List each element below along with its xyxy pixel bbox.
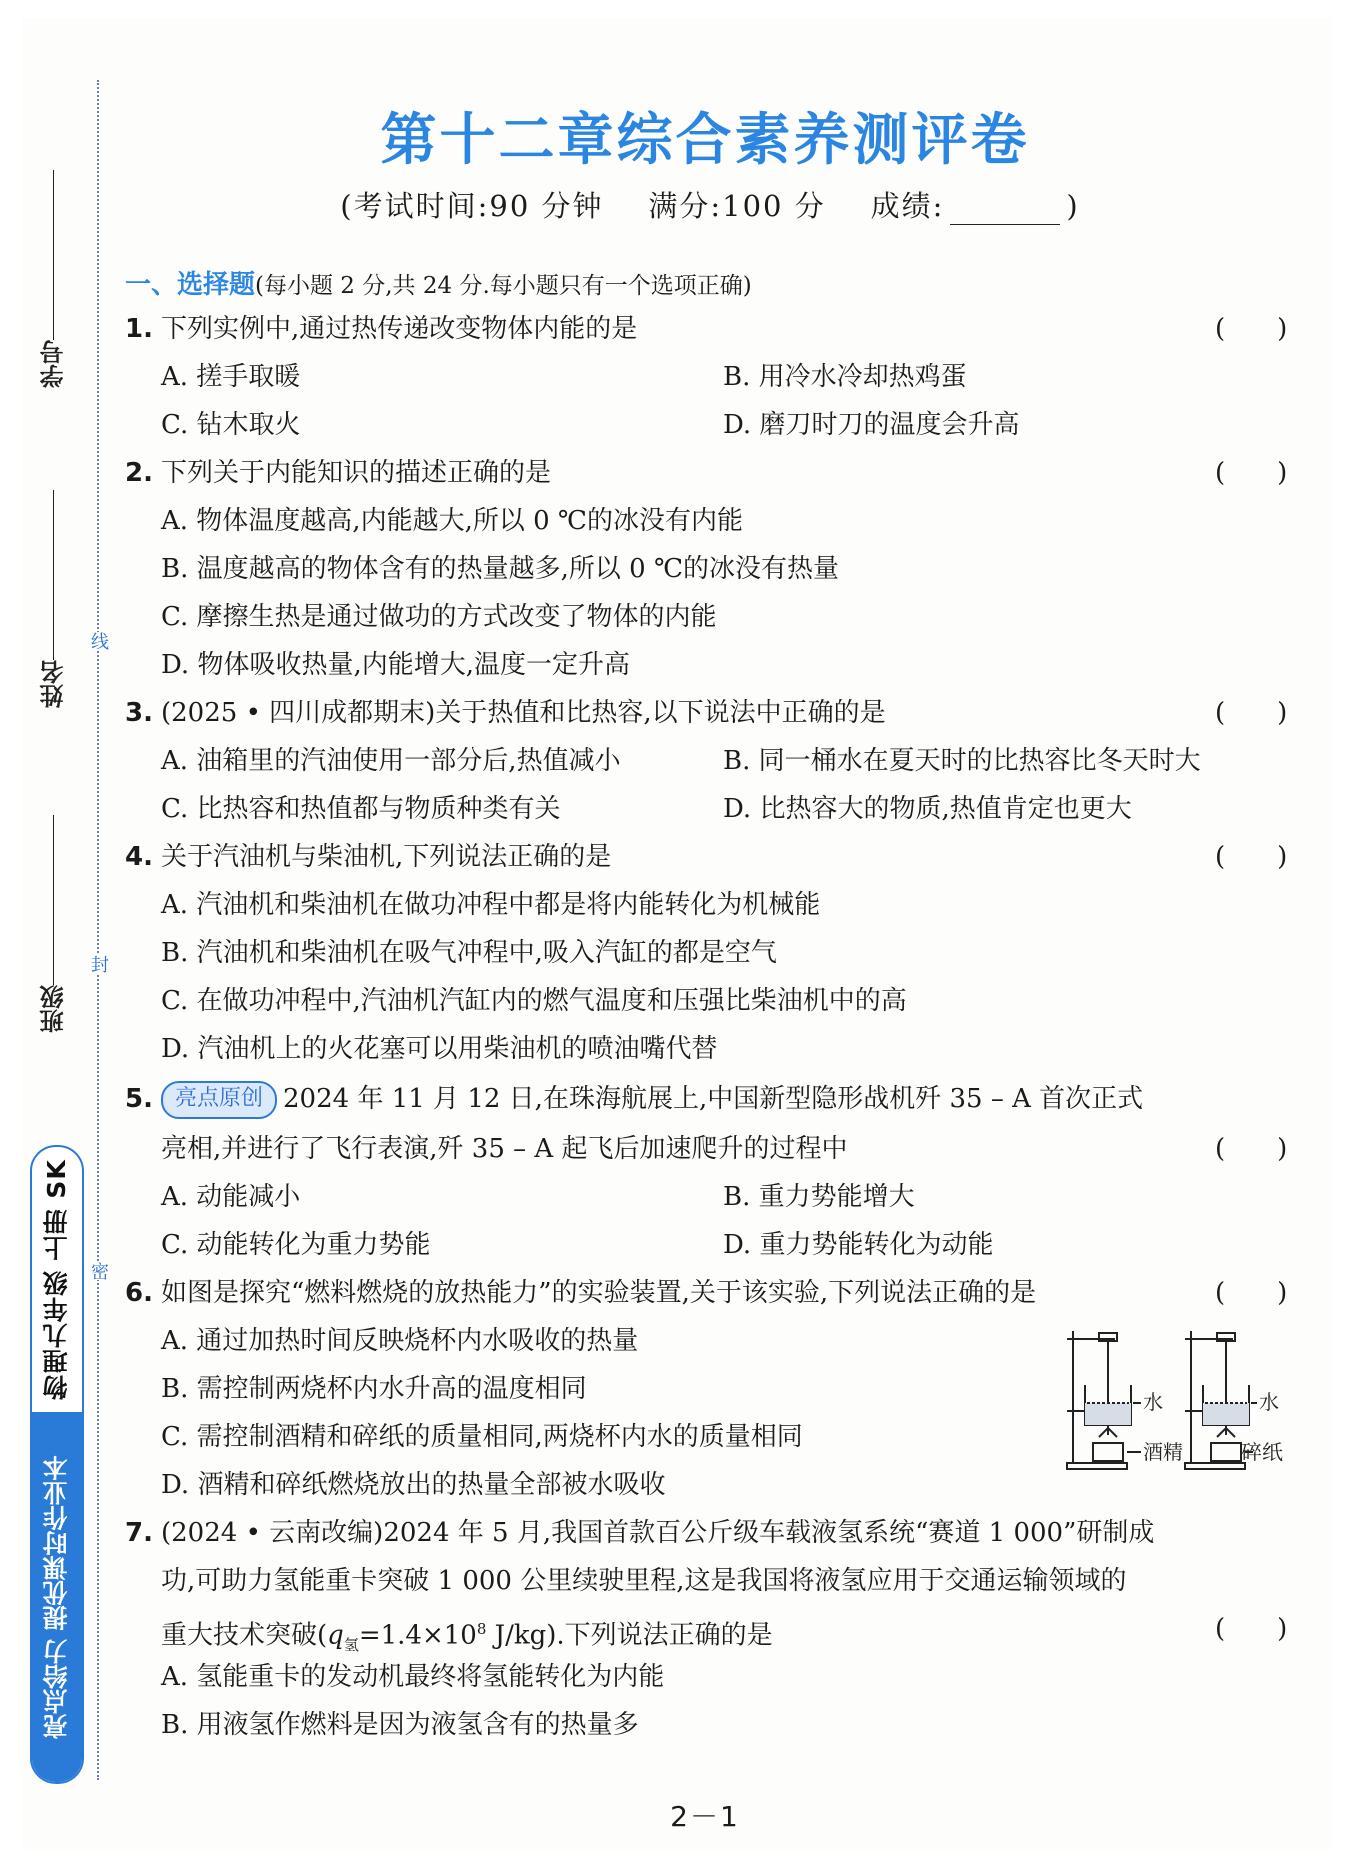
book-spine-label bbox=[30, 1145, 84, 1784]
option-a[interactable]: A. 通过加热时间反映烧杯内水吸收的热量 bbox=[161, 1326, 639, 1356]
exponent: 8 bbox=[476, 1620, 487, 1638]
option-d[interactable]: D. 汽油机上的火花塞可以用柴油机的喷油嘴代替 bbox=[161, 1034, 718, 1064]
option-b[interactable]: B. 温度越高的物体含有的热量越多,所以 0 ℃的冰没有热量 bbox=[161, 554, 840, 584]
option-d[interactable]: D. 比热容大的物质,热值肯定也更大 bbox=[723, 794, 1132, 824]
question-continuation bbox=[125, 1557, 1285, 1605]
answer-blank[interactable]: ( ) bbox=[1215, 1614, 1288, 1644]
option-d[interactable]: D. 物体吸收热量,内能增大,温度一定升高 bbox=[161, 650, 630, 680]
q-symbol: q bbox=[327, 1620, 344, 1651]
name-blank[interactable] bbox=[54, 490, 55, 660]
question-7 bbox=[125, 1509, 1285, 1557]
question-6 bbox=[125, 1269, 1288, 1317]
question-text-line1: (2024 • 云南改编)2024 年 5 月,我国首款百公斤级车载液氢系统“赛道 1 000”研制成 bbox=[161, 1518, 1155, 1548]
label-water-left: 水 bbox=[1143, 1390, 1163, 1414]
question-text bbox=[161, 1073, 1285, 1125]
option-c[interactable]: C. 摩擦生热是通过做功的方式改变了物体的内能 bbox=[161, 602, 717, 632]
question-text-line3 bbox=[161, 1605, 1215, 1653]
class-field[interactable] bbox=[36, 805, 71, 1033]
question-text: 下列实例中,通过热传递改变物体内能的是 bbox=[161, 314, 638, 344]
option-a[interactable]: A. 搓手取暖 bbox=[161, 362, 301, 392]
section-heading bbox=[125, 265, 1285, 305]
question-continuation bbox=[125, 1605, 1288, 1654]
exam-info bbox=[0, 184, 1350, 225]
question-number: 7. bbox=[125, 1518, 153, 1548]
question-text: 下列关于内能知识的描述正确的是 bbox=[161, 458, 552, 488]
question-number: 5. bbox=[125, 1084, 153, 1114]
option-a[interactable]: A. 汽油机和柴油机在做功冲程中都是将内能转化为机械能 bbox=[161, 890, 821, 920]
section-title: 一、选择题 bbox=[125, 270, 256, 300]
options-row bbox=[125, 1221, 1285, 1269]
page-title: 第十二章综合素养测评卷 bbox=[380, 107, 1030, 173]
question-3 bbox=[125, 689, 1288, 737]
question-text: 关于汽油机与柴油机,下列说法正确的是 bbox=[161, 842, 612, 872]
text-mid: =1.4×10 bbox=[358, 1620, 477, 1651]
question-4 bbox=[125, 833, 1288, 881]
section-note: (每小题 2 分,共 24 分.每小题只有一个选项正确) bbox=[255, 273, 752, 299]
option-d[interactable]: D. 磨刀时刀的温度会升高 bbox=[723, 410, 1020, 440]
name-label: 姓名 bbox=[39, 660, 68, 708]
class-blank[interactable] bbox=[54, 815, 55, 985]
question-number: 4. bbox=[125, 842, 153, 872]
options-row bbox=[125, 353, 1285, 401]
option-a[interactable]: A. 氢能重卡的发动机最终将氢能转化为内能 bbox=[161, 1662, 665, 1692]
margin-mark-dense: 密 bbox=[88, 1262, 109, 1280]
option-a[interactable]: A. 油箱里的汽油使用一部分后,热值减小 bbox=[161, 746, 621, 776]
exam-time: (考试时间:90 分钟 bbox=[340, 189, 604, 223]
option-b[interactable]: B. 重力势能增大 bbox=[723, 1182, 915, 1212]
answer-blank[interactable]: ( ) bbox=[1215, 458, 1288, 488]
class-label: 班级 bbox=[39, 985, 68, 1033]
question-text: (2025 • 四川成都期末)关于热值和比热容,以下说法中正确的是 bbox=[161, 698, 886, 728]
option-d[interactable]: D. 重力势能转化为动能 bbox=[723, 1230, 994, 1260]
exam-info-close: ) bbox=[1066, 189, 1080, 223]
options-row bbox=[125, 785, 1285, 833]
spine-brand: 亮点给力 提优课时作业本 bbox=[32, 1412, 82, 1782]
question-number: 3. bbox=[125, 698, 153, 728]
options-row bbox=[125, 737, 1285, 785]
exam-full-score: 满分:100 分 bbox=[648, 189, 826, 223]
label-paper: 碎纸 bbox=[1241, 1440, 1283, 1464]
page-number: 2－1 bbox=[670, 1800, 740, 1833]
question-2 bbox=[125, 449, 1288, 497]
answer-blank[interactable]: ( ) bbox=[1215, 314, 1288, 344]
option-c[interactable]: C. 动能转化为重力势能 bbox=[161, 1230, 431, 1260]
question-number: 2. bbox=[125, 458, 153, 488]
margin-mark-seal: 封 bbox=[88, 955, 109, 973]
original-badge: 亮点原创 bbox=[161, 1081, 277, 1119]
question-6-body bbox=[125, 1317, 1285, 1509]
question-1 bbox=[125, 305, 1288, 353]
spine-subject: 物理九年级 上册 SK bbox=[42, 1159, 71, 1400]
student-id-label: 学号 bbox=[39, 340, 68, 388]
option-a[interactable]: A. 动能减小 bbox=[161, 1182, 301, 1212]
option-b[interactable]: B. 用冷水冷却热鸡蛋 bbox=[723, 362, 967, 392]
text-post: J/kg).下列说法正确的是 bbox=[486, 1620, 773, 1651]
option-b[interactable]: B. 同一桶水在夏天时的比热容比冬天时大 bbox=[723, 746, 1201, 776]
text-pre: 重大技术突破( bbox=[161, 1620, 328, 1651]
option-c[interactable]: C. 钻木取火 bbox=[161, 410, 301, 440]
exam-score-label: 成绩: bbox=[870, 189, 945, 223]
question-number: 1. bbox=[125, 314, 153, 344]
question-number: 6. bbox=[125, 1278, 153, 1308]
option-d[interactable]: D. 酒精和碎纸燃烧放出的热量全部被水吸收 bbox=[161, 1470, 666, 1500]
options-row bbox=[125, 1173, 1285, 1221]
answer-blank[interactable]: ( ) bbox=[1215, 698, 1288, 728]
answer-blank[interactable]: ( ) bbox=[1215, 842, 1288, 872]
question-text-line2: 亮相,并进行了飞行表演,歼 35 – A 起飞后加速爬升的过程中 bbox=[161, 1134, 848, 1164]
option-c[interactable]: C. 需控制酒精和碎纸的质量相同,两烧杯内水的质量相同 bbox=[161, 1422, 803, 1452]
margin-mark-line: 线 bbox=[88, 632, 109, 650]
answer-blank[interactable]: ( ) bbox=[1215, 1278, 1288, 1308]
question-continuation bbox=[125, 1125, 1288, 1173]
answer-blank[interactable]: ( ) bbox=[1215, 1134, 1288, 1164]
question-list bbox=[125, 265, 1288, 1749]
experiment-apparatus-figure bbox=[1055, 1325, 1285, 1475]
option-b[interactable]: B. 需控制两烧杯内水升高的温度相同 bbox=[161, 1374, 587, 1404]
option-a[interactable]: A. 物体温度越高,内能越大,所以 0 ℃的冰没有内能 bbox=[161, 506, 743, 536]
q-subscript: 氢 bbox=[343, 1635, 359, 1654]
binding-line bbox=[97, 80, 99, 1780]
option-c[interactable]: C. 比热容和热值都与物质种类有关 bbox=[161, 794, 561, 824]
score-blank[interactable] bbox=[950, 224, 1060, 225]
name-field[interactable] bbox=[36, 480, 71, 708]
label-alcohol: 酒精 bbox=[1143, 1440, 1183, 1464]
question-text-line2: 功,可助力氢能重卡突破 1 000 公里续驶里程,这是我国将液氢应用于交通运输领域的 bbox=[161, 1566, 1127, 1596]
question-5 bbox=[125, 1073, 1285, 1125]
question-text: 如图是探究“燃料燃烧的放热能力”的实验装置,关于该实验,下列说法正确的是 bbox=[161, 1278, 1037, 1308]
question-text-line1: 2024 年 11 月 12 日,在珠海航展上,中国新型隐形战机歼 35 – A 首次正式 bbox=[283, 1084, 1144, 1114]
label-water-right: 水 bbox=[1259, 1390, 1279, 1414]
option-c[interactable]: C. 在做功冲程中,汽油机汽缸内的燃气温度和压强比柴油机中的高 bbox=[161, 986, 907, 1016]
option-b[interactable]: B. 用液氢作燃料是因为液氢含有的热量多 bbox=[161, 1710, 639, 1740]
options-row bbox=[125, 401, 1285, 449]
option-b[interactable]: B. 汽油机和柴油机在吸气冲程中,吸入汽缸的都是空气 bbox=[161, 938, 777, 968]
